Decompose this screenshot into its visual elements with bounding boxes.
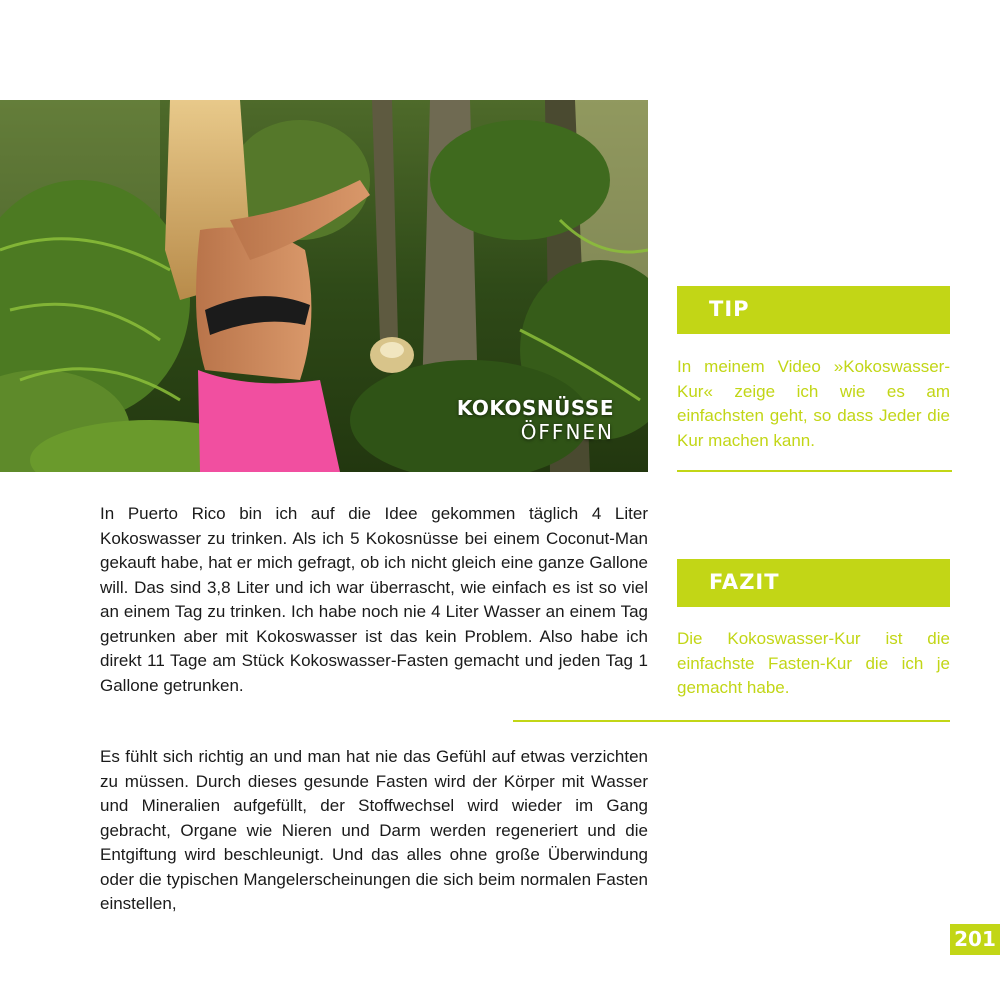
tip-divider xyxy=(677,470,952,472)
body-paragraph-2: Es fühlt sich richtig an und man hat nie das Gefühl auf etwas verzichten zu müssen. Durch dieses gesunde Fasten wird der Körper mit Wasser und Mineralien aufgefüllt, der Stoffwechsel wird wieder im Gang gebracht, Organe wie Nieren und Darm werden regeneriert und die Entgiftung wird beschleunigt. Und das alles ohne große Überwindung oder die typischen Mangelerscheinungen die sich beim normalen Fasten einstellen, xyxy=(100,747,648,913)
video-thumbnail-photo xyxy=(0,100,648,472)
video-caption xyxy=(457,398,614,442)
tip-heading: TIP xyxy=(709,297,750,321)
caption-title: KOKOSNÜSSE xyxy=(456,396,614,420)
fazit-heading: FAZIT xyxy=(709,570,780,594)
fazit-text: Die Kokoswasser-Kur ist die einfachste Fasten-Kur die ich je gemacht habe. xyxy=(677,629,950,697)
tip-header-box xyxy=(677,286,950,334)
fazit-divider xyxy=(513,720,950,722)
tip-text: In meinem Video »Kokoswasser-Kur« zeige ich wie es am einfachsten geht, so dass Jeder die Kur machen kann. xyxy=(677,357,950,450)
fazit-header-box xyxy=(677,559,950,607)
page-number: 201 xyxy=(950,924,1000,955)
body-paragraph-1: In Puerto Rico bin ich auf die Idee gekommen täglich 4 Liter Kokoswasser zu trinken. Als ich 5 Kokosnüsse bei einem Coconut-Man gekauft habe, hat er mich gefragt, ob ich nicht gleich eine ganze Gallone will. Das sind 3,8 Liter und ich war überrascht, wie einfach es ist so viel an einem Tag zu trinken. Ich habe noch nie 4 Liter Wasser an einem Tag getrunken aber mit Kokoswasser ist das kein Problem. Also habe ich direkt 11 Tage am Stück Kokoswasser-Fasten gemacht und jeden Tag 1 Gallone getrunken. xyxy=(100,504,648,695)
caption-subtitle: ÖFFNEN xyxy=(520,420,614,444)
